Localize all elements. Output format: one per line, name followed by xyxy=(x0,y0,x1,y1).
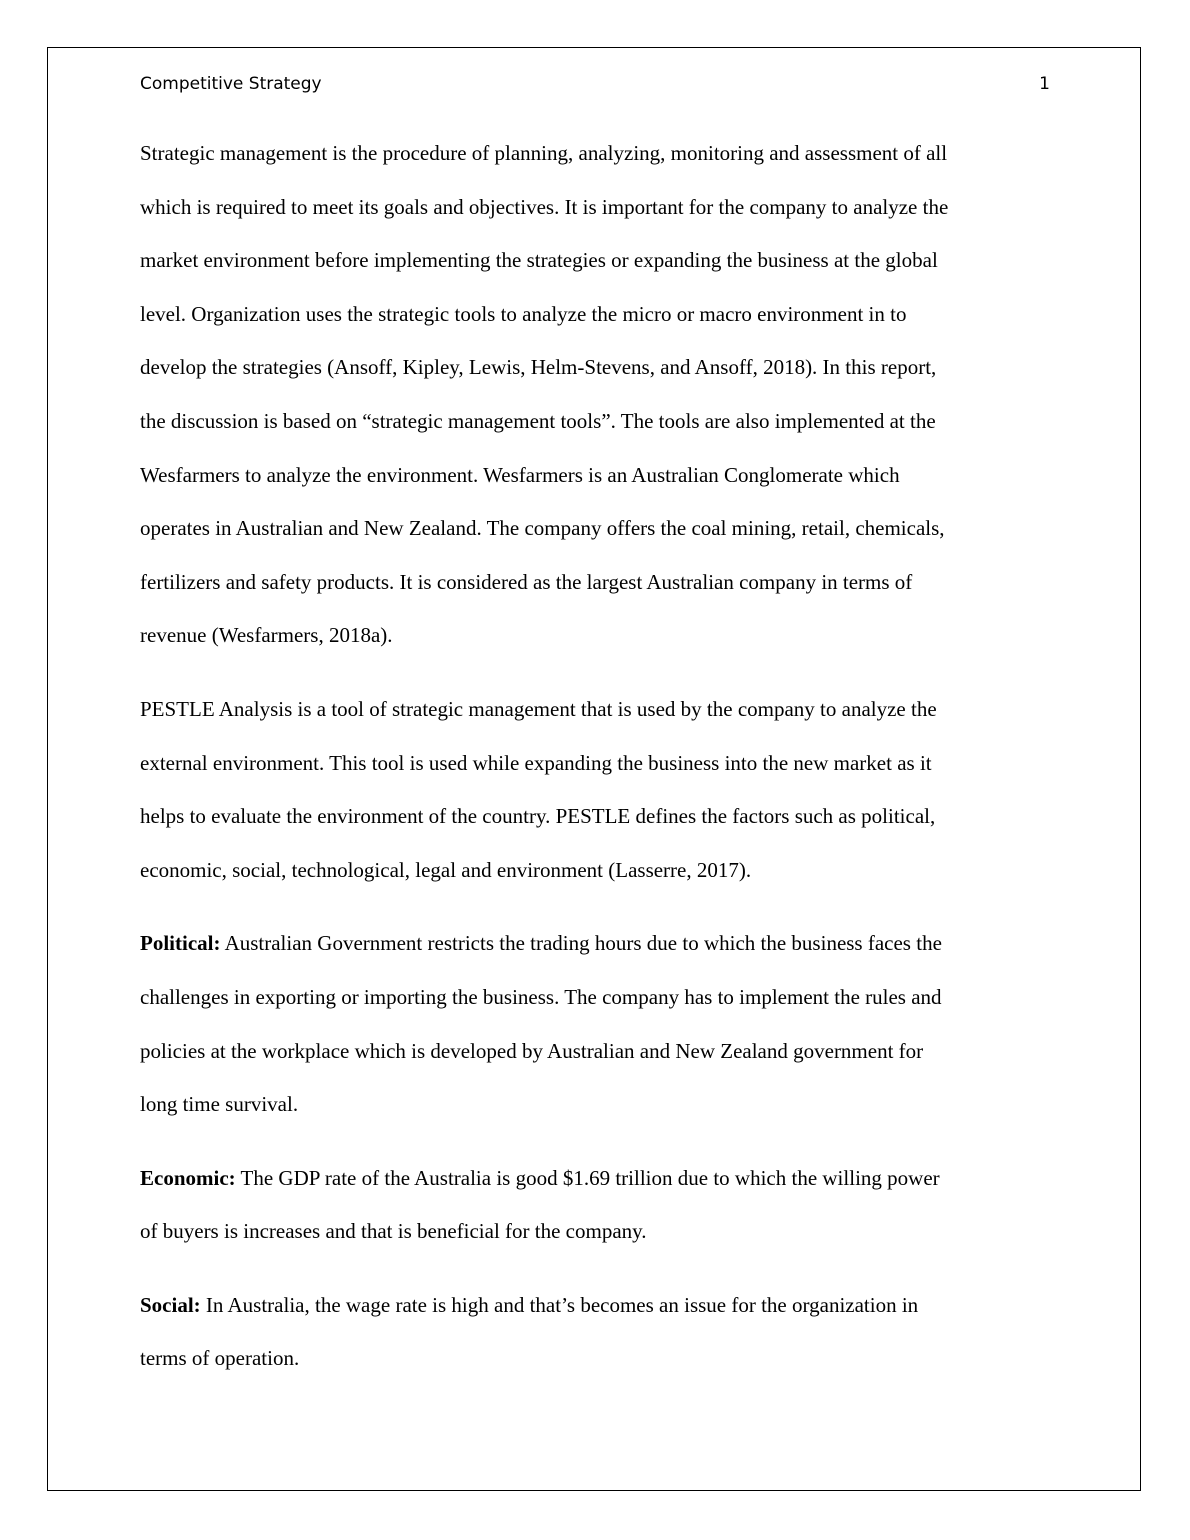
text-line xyxy=(140,1279,1045,1333)
text-line: revenue (Wesfarmers, 2018a). xyxy=(140,623,393,648)
page-number: 1 xyxy=(1039,74,1050,94)
text-line: terms of operation. xyxy=(140,1346,300,1371)
text-line: level. Organization uses the strategic tools to analyze the micro or macro environment in to xyxy=(140,301,907,326)
text-line xyxy=(140,917,1045,971)
term-political: Political: xyxy=(140,931,221,956)
text-line: policies at the workplace which is developed by Australian and New Zealand government for xyxy=(140,1038,924,1063)
text-line: PESTLE Analysis is a tool of strategic management that is used by the company to analyze the xyxy=(140,696,937,721)
running-header-title: Competitive Strategy xyxy=(140,74,322,94)
document-body xyxy=(140,127,1045,1406)
text-run: In Australia, the wage rate is high and that’s becomes an issue for the organization in xyxy=(200,1292,919,1317)
text-line xyxy=(140,1152,1045,1206)
text-line: of buyers is increases and that is beneficial for the company. xyxy=(140,1219,647,1244)
text-line: which is required to meet its goals and objectives. It is important for the company to analyze the xyxy=(140,194,949,219)
paragraph-economic xyxy=(140,1152,1045,1259)
text-line: helps to evaluate the environment of the country. PESTLE defines the factors such as political, xyxy=(140,804,936,829)
text-run: Australian Government restricts the trading hours due to which the business faces the xyxy=(220,931,942,956)
term-economic: Economic: xyxy=(140,1165,236,1190)
text-line: operates in Australian and New Zealand. The company offers the coal mining, retail, chemicals, xyxy=(140,516,945,541)
text-line: develop the strategies (Ansoff, Kipley, Lewis, Helm-Stevens, and Ansoff, 2018). In this report, xyxy=(140,355,937,380)
text-line: the discussion is based on “strategic management tools”. The tools are also implemented at the xyxy=(140,408,936,433)
term-social: Social: xyxy=(140,1292,201,1317)
text-line: fertilizers and safety products. It is considered as the largest Australian company in terms of xyxy=(140,569,913,594)
paragraph-political xyxy=(140,917,1045,1131)
text-line: Strategic management is the procedure of planning, analyzing, monitoring and assessment of all xyxy=(140,141,948,165)
paragraph-social xyxy=(140,1279,1045,1386)
paragraph-introduction xyxy=(140,127,1045,663)
text-line: long time survival. xyxy=(140,1092,299,1117)
text-line: external environment. This tool is used while expanding the business into the new market as it xyxy=(140,750,932,775)
text-line: challenges in exporting or importing the business. The company has to implement the rules and xyxy=(140,984,942,1009)
running-header xyxy=(140,71,1050,97)
text-line: economic, social, technological, legal and environment (Lasserre, 2017). xyxy=(140,857,752,882)
text-line: market environment before implementing the strategies or expanding the business at the global xyxy=(140,248,938,273)
text-run: The GDP rate of the Australia is good $1.69 trillion due to which the willing power xyxy=(235,1165,940,1190)
text-line: Wesfarmers to analyze the environment. Wesfarmers is an Australian Conglomerate which xyxy=(140,462,900,487)
paragraph-pestle-overview xyxy=(140,683,1045,897)
